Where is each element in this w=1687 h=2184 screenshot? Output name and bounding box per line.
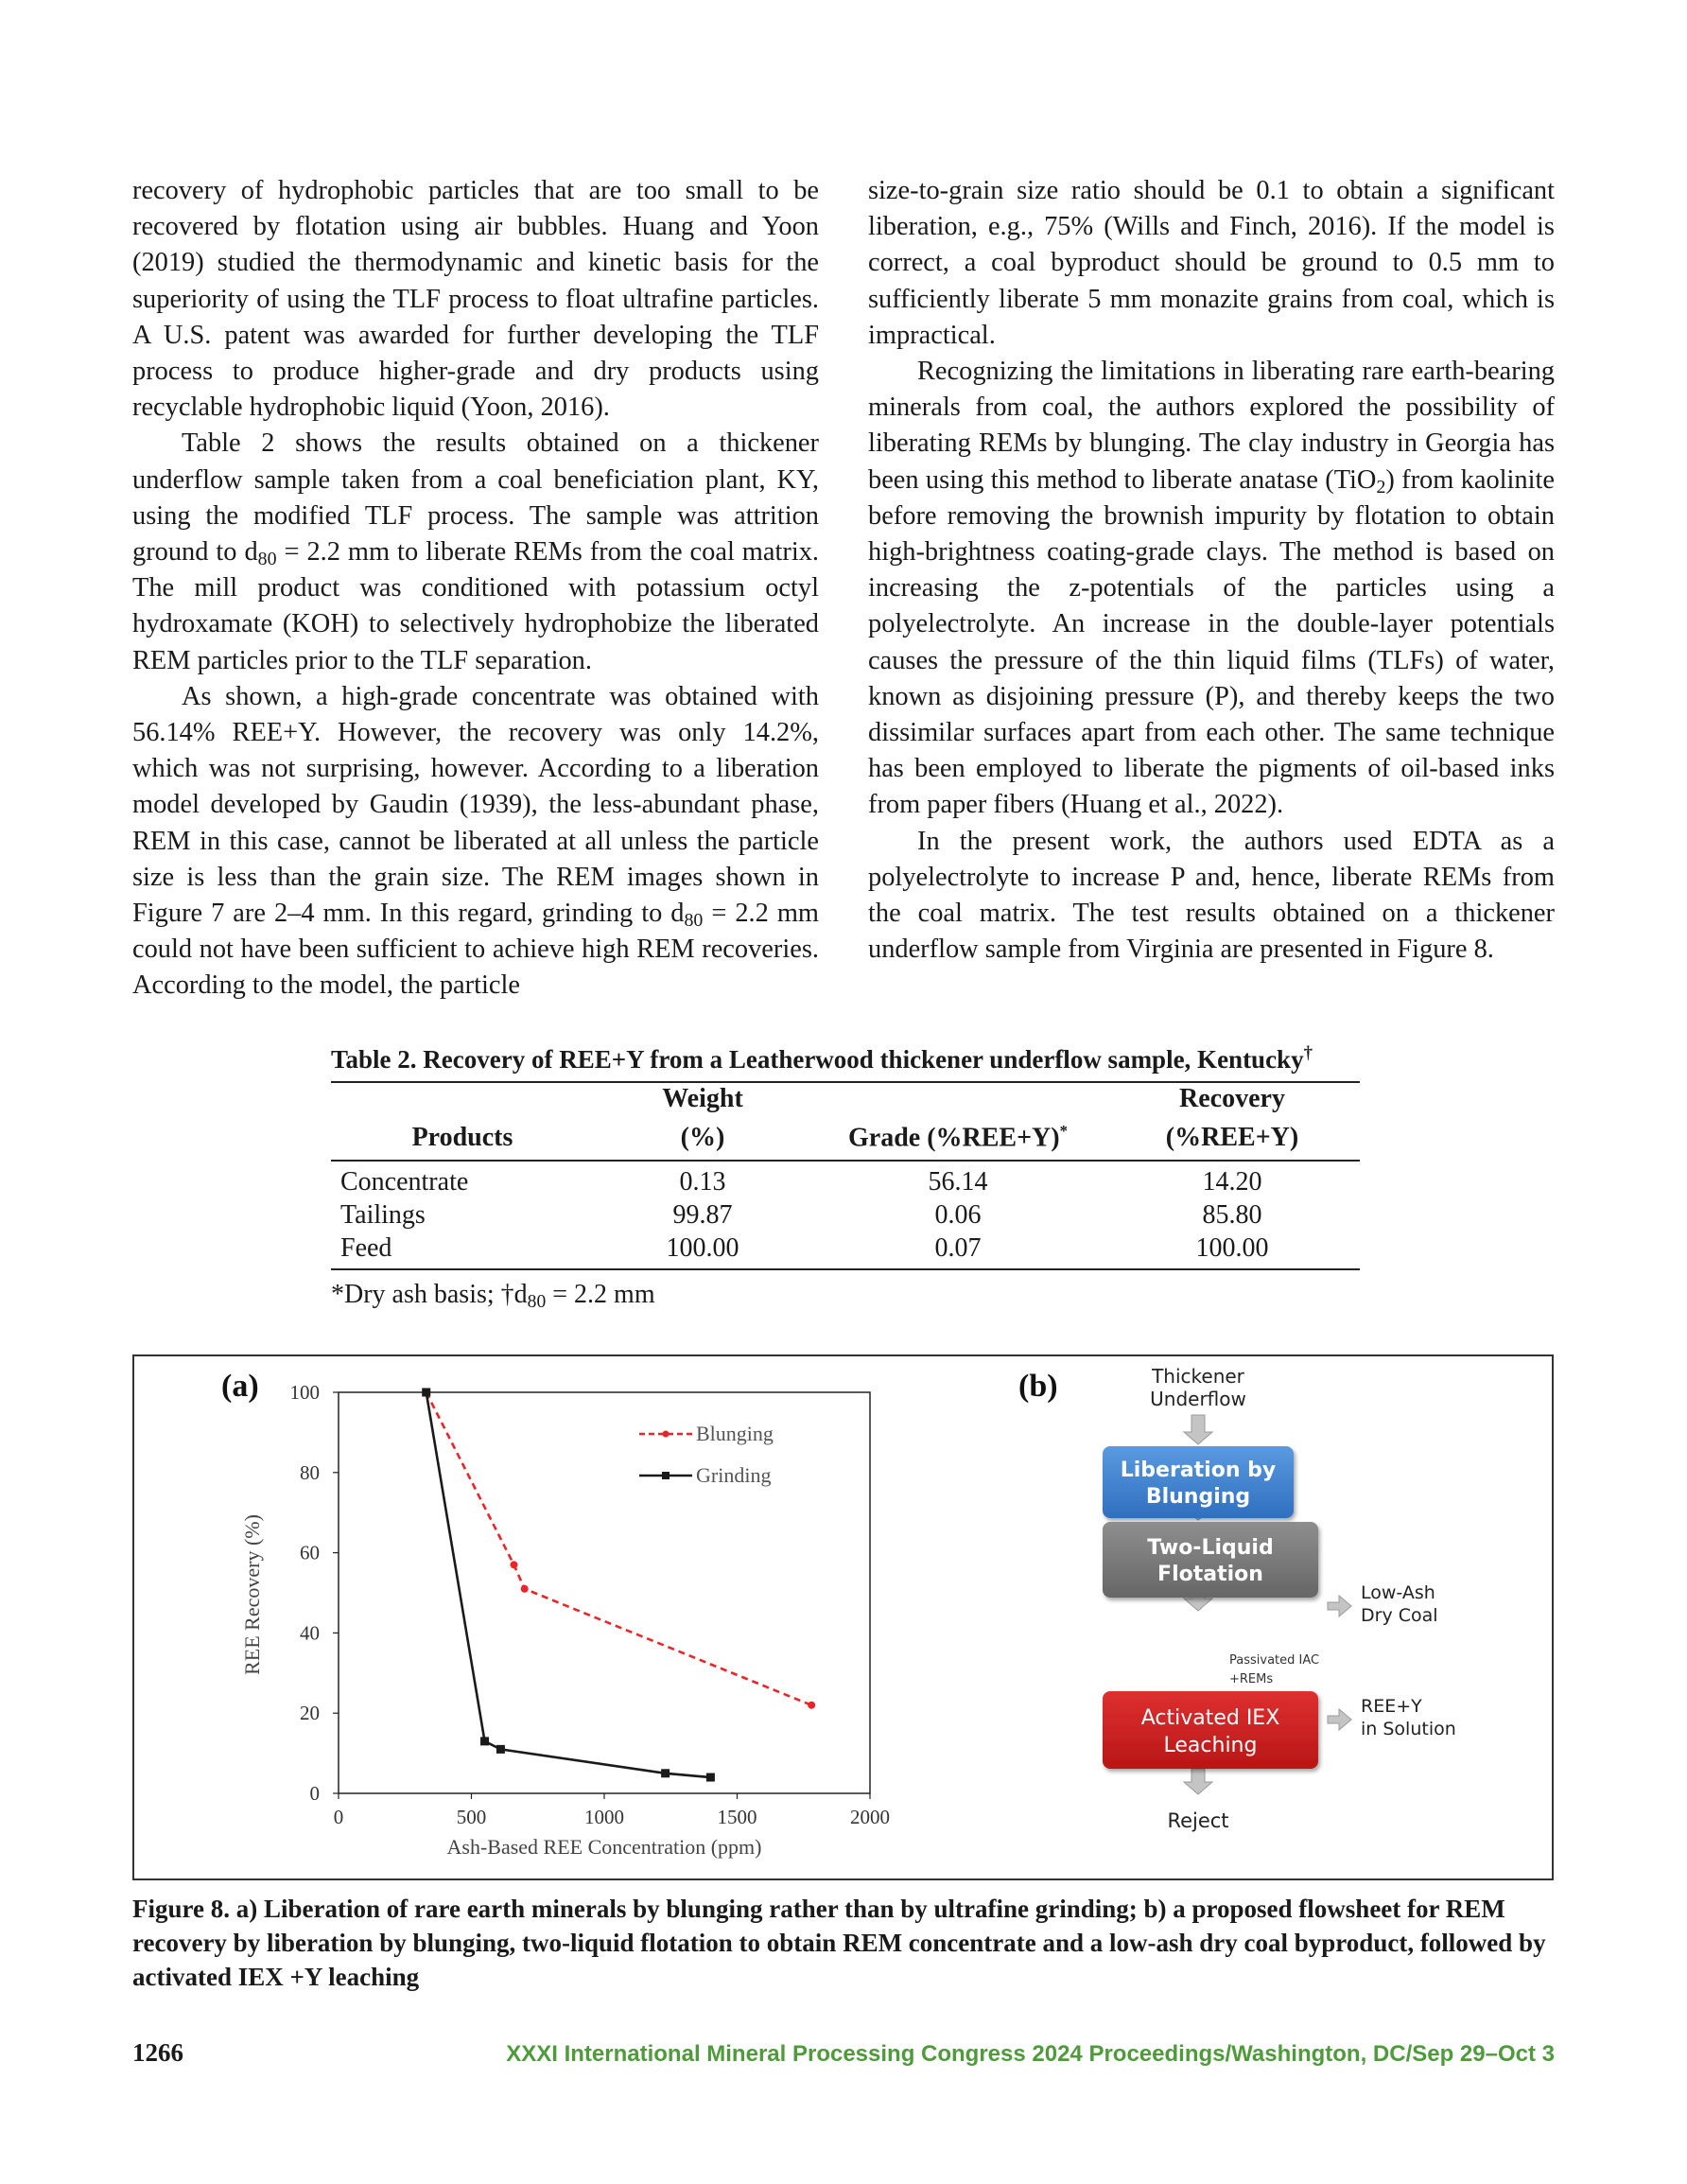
x-tick-label: 1000 bbox=[584, 1806, 624, 1828]
intermediate-label-line1: Passivated IAC bbox=[1229, 1653, 1320, 1668]
table-2 bbox=[331, 1038, 1360, 1313]
box-flotation-line2: Flotation bbox=[1157, 1563, 1263, 1586]
down-arrow-icon bbox=[1184, 1769, 1212, 1794]
x-tick-label: 2000 bbox=[850, 1806, 890, 1828]
right-arrow-icon bbox=[1328, 1596, 1351, 1616]
figure-svg bbox=[134, 1356, 1552, 1878]
down-arrow-icon bbox=[1184, 1415, 1212, 1444]
y-tick-label: 40 bbox=[300, 1621, 320, 1645]
table-row: Feed 100.00 0.07 100.00 bbox=[331, 1232, 1360, 1269]
header-weight: Weight bbox=[594, 1082, 811, 1115]
box-flotation-line1: Two-Liquid bbox=[1147, 1536, 1274, 1560]
input-label-line1: Thickener bbox=[1152, 1365, 1244, 1388]
y-axis-label: REE Recovery (%) bbox=[240, 1514, 264, 1675]
side-output-coal-line1: Low-Ash bbox=[1361, 1582, 1435, 1603]
intermediate-label-line2: +REMs bbox=[1229, 1672, 1274, 1686]
data-point-grinding bbox=[661, 1769, 670, 1777]
paragraph: Table 2 shows the results obtained on a thickener underflow sample taken from a coal beneficiation plant, KY, using the modified TLF process. The sample was attrition ground to $d_{80} = 2.2$ mm to liberate REMs from the coal matrix. The mill product was conditioned with potassium octyl hydroxamate (KOH) to selectively hydrophobize the liberated REM particles prior to the TLF separation. bbox=[132, 428, 820, 675]
data-point-grinding bbox=[480, 1737, 489, 1745]
flowsheet bbox=[1103, 1365, 1456, 1832]
table-row: Tailings 99.87 0.06 85.80 bbox=[340, 1200, 1262, 1231]
header-recovery-unit: (%REE+Y) bbox=[1104, 1115, 1360, 1161]
side-output-coal-line2: Dry Coal bbox=[1361, 1605, 1438, 1626]
side-output-ree-line2: in Solution bbox=[1361, 1719, 1456, 1739]
y-tick-label: 20 bbox=[300, 1702, 320, 1725]
paragraph: Recognizing the limitations in liberating rare earth-bearing minerals from coal, the authors explored the possibility of liberating REMs by blunging. The clay industry in Georgia has been using this method to liberate anatase (TiO$_2$) from kaolinite before removing the brownish impurity by flotation to obtain high-brightness coating-grade clays. The method is based on increasing the z-potentials of the particles using a polyelectrolyte. An increase in the double-layer potentials causes the pressure of the thin liquid films (TLFs) of water, known as disjoining pressure (P), and thereby keeps the two dissimilar surfaces apart from each other. The same technique has been employed to liberate the pigments of oil-based inks from paper fibers (Huang et al., 2022). bbox=[868, 357, 1555, 820]
paragraph: size-to-grain size ratio should be 0.1 to obtain a significant liberation, e.g., 75% (Wills and Finch, 2016). If the model is correct, a coal byproduct should be ground to 0.5 mm to sufficiently liberate 5 mm monazite grains from coal, which is impractical. bbox=[868, 176, 1555, 350]
data-point-blunging bbox=[521, 1585, 529, 1593]
y-tick-label: 60 bbox=[300, 1541, 320, 1564]
figure-caption: Figure 8. a) Liberation of rare earth minerals by blunging rather than by ultrafine grinding; b) a proposed flowsheet for REM recovery by liberation by blunging, two-liquid flotation to obtain REM concentrate and a low-ash dry coal byproduct, followed by activated IEX +Y leaching bbox=[132, 1895, 1546, 1991]
input-label-line2: Underflow bbox=[1150, 1388, 1246, 1410]
side-output-ree-line1: REE+Y bbox=[1361, 1696, 1422, 1717]
data-point-grinding bbox=[706, 1773, 715, 1782]
box-leaching-line1: Activated IEX bbox=[1140, 1706, 1280, 1730]
right-arrow-icon bbox=[1328, 1709, 1351, 1730]
x-tick-label: 0 bbox=[333, 1806, 344, 1828]
paragraph: recovery of hydrophobic particles that are too small to be recovered by flotation using air bubbles. Huang and Yoon (2019) studied the thermodynamic and kinetic basis for the superiority of using the TLF process to float ultrafine particles. A U.S. patent was awarded for further developing the TLF process to produce higher-grade and dry products using recyclable hydrophobic liquid (Yoon, 2016). bbox=[132, 176, 819, 423]
box-liberation-line1: Liberation by bbox=[1120, 1459, 1277, 1482]
table-row: Concentrate 0.13 56.14 14.20 bbox=[340, 1167, 1262, 1197]
header-products: Products bbox=[331, 1115, 594, 1161]
left-column bbox=[132, 173, 819, 1005]
y-tick-label: 0 bbox=[309, 1782, 320, 1805]
y-tick-label: 100 bbox=[289, 1381, 320, 1404]
y-tick-label: 80 bbox=[300, 1460, 320, 1484]
x-axis-label: Ash-Based REE Concentration (ppm) bbox=[446, 1835, 762, 1859]
legend bbox=[639, 1422, 774, 1487]
header-grade: Grade (%REE+Y)* bbox=[811, 1115, 1104, 1161]
page-number: 1266 bbox=[132, 2038, 183, 2067]
legend-marker-grinding bbox=[662, 1472, 670, 1479]
legend-marker-blunging bbox=[663, 1431, 670, 1438]
data-point-grinding bbox=[496, 1745, 505, 1754]
box-leaching-line2: Leaching bbox=[1163, 1734, 1258, 1757]
recovery-chart bbox=[240, 1381, 890, 1859]
x-tick-label: 500 bbox=[456, 1806, 487, 1828]
results-table bbox=[331, 1081, 1360, 1270]
data-point-blunging bbox=[510, 1561, 517, 1568]
box-liberation-line2: Blunging bbox=[1145, 1485, 1251, 1509]
figure-8 bbox=[132, 1354, 1554, 1880]
panel-a-label: (a) bbox=[221, 1369, 259, 1404]
data-point-grinding bbox=[422, 1389, 430, 1397]
x-tick-label: 1500 bbox=[717, 1806, 757, 1828]
plot-frame bbox=[339, 1392, 870, 1793]
right-column bbox=[868, 173, 1555, 968]
table-caption: Table 2. Recovery of REE+Y from a Leatherwood thickener underflow sample, Kentucky† bbox=[331, 1043, 1313, 1074]
conference-footer: XXXI International Mineral Processing Congress 2024 Proceedings/Washington, DC/Sep 29–Oct 3 bbox=[506, 2041, 1555, 2067]
header-recovery: Recovery bbox=[1104, 1082, 1360, 1115]
legend-label-blunging: Blunging bbox=[696, 1422, 774, 1445]
box-two-liquid-flotation bbox=[1103, 1522, 1318, 1598]
data-point-blunging bbox=[808, 1702, 815, 1709]
legend-label-grinding: Grinding bbox=[696, 1463, 772, 1487]
paragraph: As shown, a high-grade concentrate was obtained with 56.14% REE+Y. However, the recovery was only 14.2%, which was not surprising, however. According to a liberation model developed by Gaudin (1939), the less-abundant phase, REM in this case, cannot be liberated at all unless the particle size is less than the grain size. The REM images shown in Figure 7 are 2–4 mm. In this regard, grinding to $d_{80} = 2.2$ mm could not have been sufficient to achieve high REM recoveries. According to the model, the particle bbox=[132, 681, 819, 1001]
table-footnote: *Dry ash basis; $\dagger d_{80} = 2.2$ mm bbox=[331, 1280, 655, 1313]
paragraph: In the present work, the authors used EDTA as a polyelectrolyte to increase P and, hence, liberate REMs from the coal matrix. The test results obtained on a thickener underflow sample from Virginia are presented in Figure 8. bbox=[868, 826, 1555, 965]
header-weight-unit: (%) bbox=[594, 1115, 811, 1161]
reject-label: Reject bbox=[1167, 1809, 1229, 1832]
series-line-grinding bbox=[426, 1392, 711, 1777]
panel-b-label: (b) bbox=[1018, 1369, 1058, 1404]
